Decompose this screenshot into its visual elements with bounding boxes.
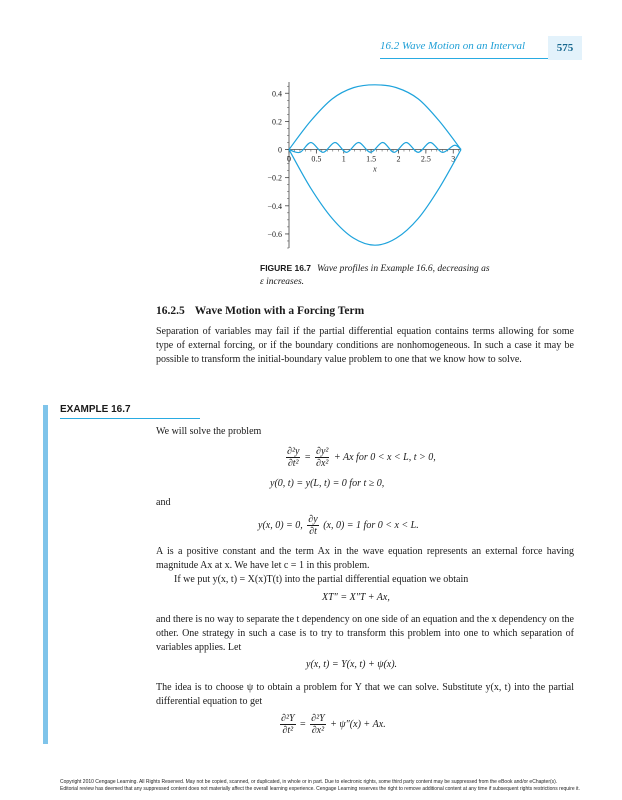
example-paragraph-2: If we put y(x, t) = X(x)T(t) into the partial differential equation we obtain xyxy=(174,574,469,585)
x-tick-label: 1.5 xyxy=(366,154,377,164)
equation-substitution: y(x, t) = Y(x, t) + ψ(x). xyxy=(306,659,398,670)
eq1-lhs-fraction: $\frac{\text{∂²y}}{\text{∂t²}}$ xyxy=(287,446,300,469)
y-tick-label: 0 xyxy=(278,145,282,155)
example-rule xyxy=(60,418,200,419)
figure-label: FIGURE 16.7 xyxy=(260,263,312,273)
and-word: and xyxy=(156,497,171,508)
equation-initial xyxy=(258,514,419,537)
eq3-tail: (x, 0) = 1 for 0 < x < L. xyxy=(323,519,419,531)
x-axis-label: x xyxy=(373,164,377,174)
x-tick-label: 1 xyxy=(341,154,346,164)
footer-line-2: Editorial review has deemed that any suppressed content does not materially affect the overall learning experience. Cengage Learning reserves the right to remove additional content at any time if subsequent rights restrictions require it. xyxy=(60,786,580,792)
section-number: 16.2.5 xyxy=(156,305,185,317)
series-line xyxy=(289,142,461,152)
copyright-footer xyxy=(60,779,580,793)
y-tick-label: 0.4 xyxy=(272,89,282,99)
equation-boundary: y(0, t) = y(L, t) = 0 for t ≥ 0, xyxy=(270,478,385,489)
section-heading xyxy=(156,305,364,317)
eq6-rhs-fraction: $\frac{\text{∂²Y}}{\text{∂x²}}$ xyxy=(311,713,325,736)
equation-wave: $\frac{\text{∂²y}}{\text{∂t²}}$ = $\frac{\text{∂y²}}{\text{∂x²}}$ + Ax for 0 < x < L, t > 0, xyxy=(287,446,436,469)
y-tick-label: −0.4 xyxy=(267,201,282,211)
figure-caption xyxy=(260,262,490,289)
eq1-tail: + Ax for 0 < x < L, t > 0, xyxy=(333,451,436,463)
equation-separated: XT″ = X″T + Ax, xyxy=(322,592,390,603)
figure-caption-text: Wave profiles in Example 16.6, decreasing as ε increases. xyxy=(260,264,490,287)
x-tick-label: 2 xyxy=(396,154,401,164)
x-tick-label: 2.5 xyxy=(420,154,431,164)
x-tick-label: 0 xyxy=(287,154,291,164)
wave-profiles-chart xyxy=(0,0,622,300)
x-tick-label: 3 xyxy=(451,154,456,164)
running-title: 16.2 Wave Motion on an Interval xyxy=(380,40,526,52)
y-tick-label: −0.2 xyxy=(267,173,282,183)
example-lead: We will solve the problem xyxy=(156,426,262,437)
page-number: 575 xyxy=(548,36,582,60)
footer-line-1: Copyright 2010 Cengage Learning. All Rights Reserved. May not be copied, scanned, or duplicated, in whole or in part. Due to electronic rights, some third party content may be suppressed from the eBook and/or eChapter(s). xyxy=(60,779,558,785)
y-tick-label: 0.2 xyxy=(272,117,282,127)
eq3-fraction: $\frac{\partial y}{\partial t}$ xyxy=(308,514,318,537)
x-tick-label: 0.5 xyxy=(311,154,322,164)
series-line xyxy=(289,85,461,150)
intro-paragraph: Separation of variables may fail if the partial differential equation contains terms allowing for some type of external forcing, or if the boundary conditions are nonhomogeneous. In such a case it may be possible to transform the initial-boundary value problem to one that we know how to solve. xyxy=(156,326,574,365)
example-sidebar-bar xyxy=(43,405,48,744)
section-title: Wave Motion with a Forcing Term xyxy=(194,305,365,317)
eq6-lhs-fraction: $\frac{\text{∂²Y}}{\text{∂t²}}$ xyxy=(281,713,295,736)
eq3-lead: y(x, 0) = 0, xyxy=(258,519,303,531)
example-paragraph-1: A is a positive constant and the term Ax in the wave equation represents an external force having magnitude Ax at x. We have let c = 1 in this problem. xyxy=(156,546,574,571)
example-paragraph-4: The idea is to choose ψ to obtain a problem for Y that we can solve. Substitute y(x, t) into the partial differential equation to get xyxy=(156,682,574,707)
example-paragraph-3: and there is no way to separate the t dependency on one side of an equation and the x dependency on the other. One strategy in such a case is to try to transform this problem into one to which separation of variables applies. Let xyxy=(156,614,574,653)
y-tick-label: −0.6 xyxy=(267,229,282,239)
eq6-tail: + ψ″(x) + Ax. xyxy=(330,718,386,730)
eq1-rhs-fraction: $\frac{\text{∂y²}}{\text{∂x²}}$ xyxy=(316,446,329,469)
equation-transformed: $\frac{\text{∂²Y}}{\text{∂t²}}$ = $\frac{\text{∂²Y}}{\text{∂x²}}$ + ψ″(x) + Ax. xyxy=(281,713,386,736)
example-label: EXAMPLE 16.7 xyxy=(60,404,131,415)
